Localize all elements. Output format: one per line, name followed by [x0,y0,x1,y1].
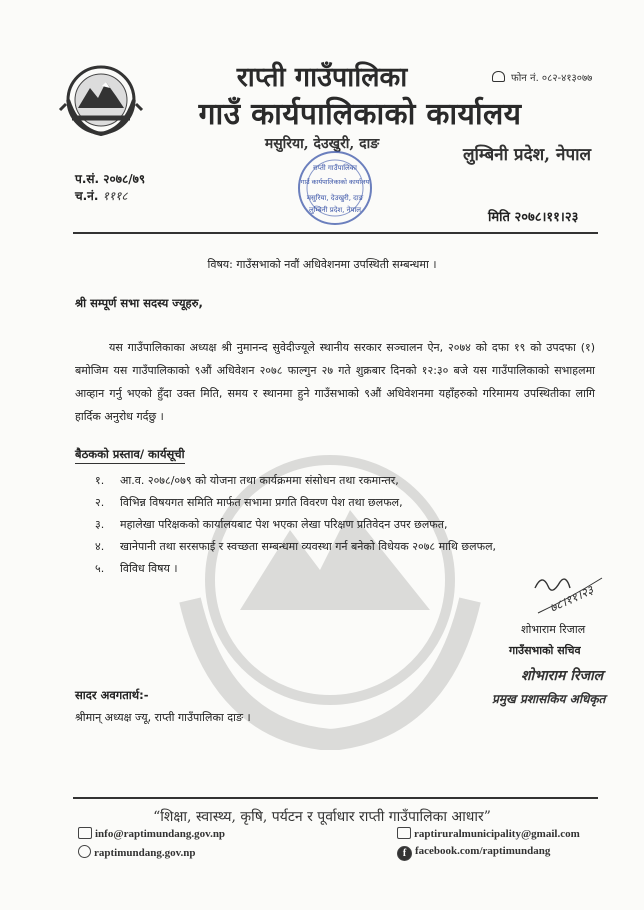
subject-line: विषय: गाउँसभाको नवौं अधिवेशनमा उपस्थिती सम्बन्धमा । [207,258,437,271]
signer-name: शोभाराम रिजाल [521,623,586,636]
letter-date: मिति २०७८।११।२३ [488,210,579,225]
agenda-item [95,470,496,492]
signature-date: ७८।११।२३ [547,582,596,616]
cc-text: श्रीमान् अध्यक्ष ज्यू, राप्ती गाउँपालिका दाङ । [75,711,251,724]
agenda-item [95,514,496,536]
stamp-line1: राप्ती गाउँपालिका [313,164,357,172]
salutation: श्री सम्पूर्ण सभा सदस्य ज्यूहरु, [75,296,203,310]
cc-title: सादर अवगतार्थ:- [75,688,149,702]
stamp-signer-name: शोभाराम रिजाल [521,668,604,684]
org-name: राप्ती गाउँपालिका [236,62,408,93]
agenda-item [95,536,496,558]
ref-ps-value: २०७८/७९ [103,172,146,186]
contact-facebook-text: facebook.com/raptimundang [415,845,551,857]
contact-gmail-text: raptiruralmunicipality@gmail.com [414,828,580,840]
agenda-item-num: १. [95,474,105,487]
office-name: गाउँ कार्यपालिकाको कार्यालय [198,97,522,132]
agenda-item [95,558,496,580]
agenda-item-num: ५. [95,562,105,575]
agenda-title: बैठकको प्रस्ताव/ कार्यसूची [75,447,185,464]
stamp-line4: लुम्बिनी प्रदेश, नेपाल [308,206,362,214]
stamp-line3: मसुरिया, देउखुरी, दाङ [306,194,364,202]
phone-line [492,70,592,84]
address: मसुरिया, देउखुरी, दाङ [264,136,380,152]
office-stamp [285,148,385,228]
contact-website[interactable] [78,845,195,859]
agenda-item-text: खानेपानी तथा सरसफाई र स्वच्छता सम्बन्धमा व्यवस्था गर्न बनेको विधेयक २०७८ माथि छलफल, [120,540,497,553]
letter-body: यस गाउँपालिकाका अध्यक्ष श्री नुमानन्द सुवेदीज्यूले स्थानीय सरकार सञ्चालन ऐन, २०७४ को दफा १९ को उपदफा (१) बमोजिम यस गाउँपालिकाको ९औं अधिवेशन २०७८ फाल्गुन २७ गते शुक्रबार दिनको १२:३० बजे यस गाउँपालिकाको सभाहलमा आव्हान गर्नु भएको हुँदा उक्त मिति, समय र स्थानमा हुने गाउँसभाको ९औं अधिवेशनमा यहाँहरुको गरिमामय उपस्थितीका लागि हार्दिक अनुरोध गर्दछु । [75,341,595,423]
facebook-icon: f [397,846,412,861]
signer-role: गाउँसभाको सचिव [509,644,581,657]
province: लुम्बिनी प्रदेश, नेपाल [463,145,592,165]
stamp-line2: गाउँ कार्यपालिकाको कार्यालय [300,178,370,186]
agenda-item-num: ३. [95,518,105,531]
contact-gmail[interactable] [397,827,580,840]
ref-ps [75,170,145,187]
agenda-item [95,492,496,514]
ref-cn-label: च.नं. [75,189,99,203]
contact-facebook[interactable] [397,845,550,861]
email-icon [78,827,92,839]
mail-icon [397,827,411,839]
contact-website-text: raptimundang.gov.np [94,847,196,859]
footer-motto: “शिक्षा, स्वास्थ्य, कृषि, पर्यटन र पूर्वाधार राप्ती गाउँपालिका आधार” [153,809,491,825]
contact-email-text: info@raptimundang.gov.np [95,828,226,840]
ref-cn-value: १११८ [102,189,128,203]
stamp-signer-role: प्रमुख प्रशासकिय अधिकृत [492,692,606,706]
agenda-list [95,470,496,580]
agenda-item-text: विविध विषय । [120,562,178,575]
ref-ps-label: प.सं. [75,172,100,186]
agenda-item-text: आ.व. २०७८/०७९ को योजना तथा कार्यक्रममा संसोधन तथा रकमान्तर, [120,474,399,487]
ref-cn [75,187,128,204]
agenda-item-text: महालेखा परिक्षकको कार्यालयबाट पेश भएका लेखा परिक्षण प्रतिवेदन उपर छलफत, [120,518,448,531]
phone-icon [492,71,505,82]
agenda-item-num: २. [95,496,105,509]
header-divider [73,232,598,234]
contact-email[interactable] [78,827,225,840]
agenda-item-num: ४. [95,540,105,553]
phone-number: फोन नं. ०८२-४१३०७७ [511,73,593,84]
globe-icon [78,845,91,858]
footer-divider [73,797,598,799]
agenda-item-text: विभिन्न विषयगत समिति मार्फत सभामा प्रगति विवरण पेश तथा छलफल, [120,496,403,509]
